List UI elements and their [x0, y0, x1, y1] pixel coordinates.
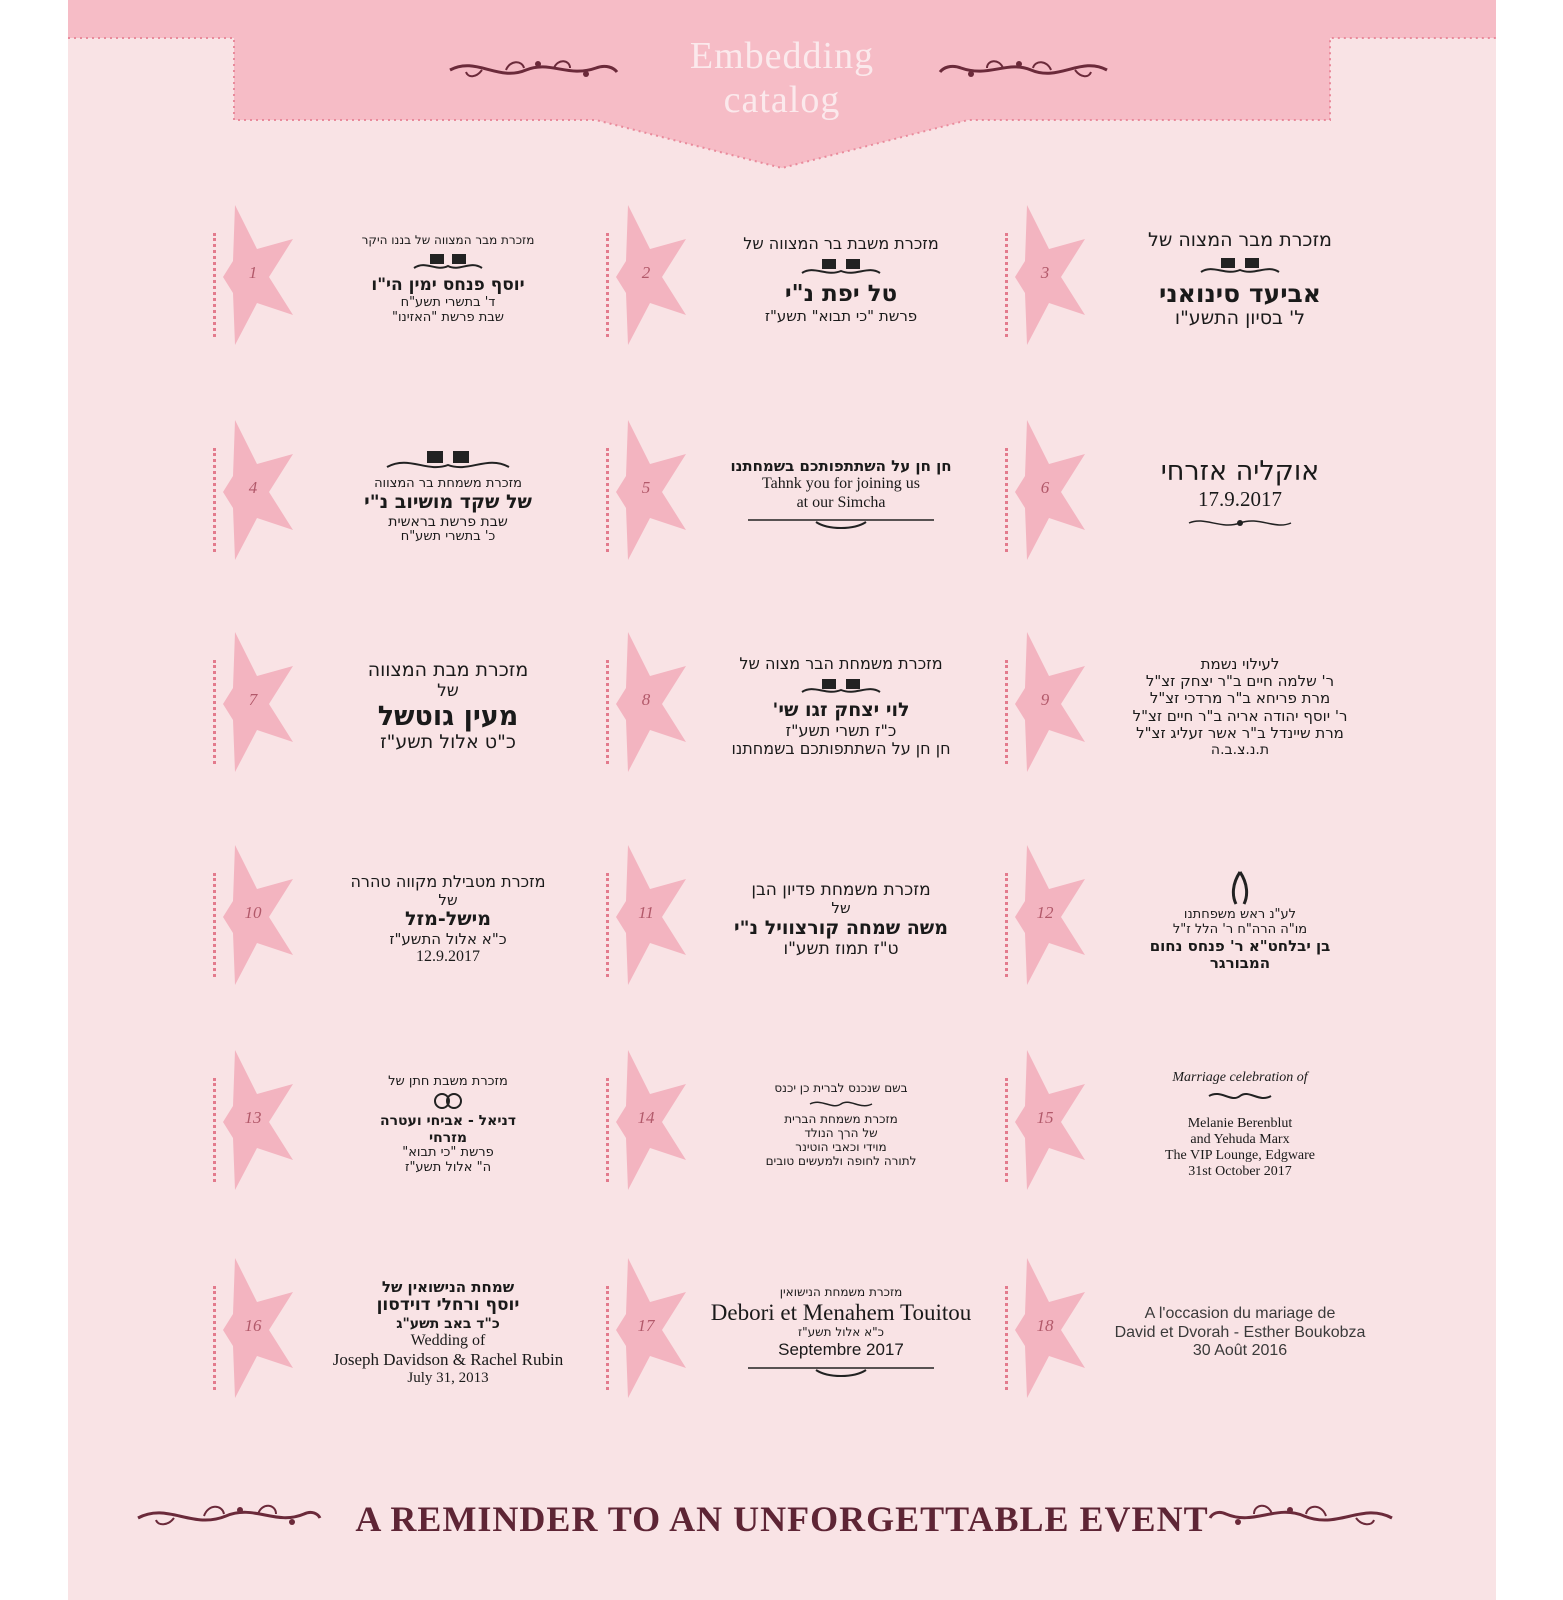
design-card — [606, 1258, 1006, 1408]
design-line: Joseph Davidson & Rachel Rubin — [332, 1350, 564, 1370]
design-line: כ' בתשרי תשע"ח — [400, 528, 496, 544]
design-line: ר' שלמה חיים ב"ר יצחק זצ"ל — [1145, 672, 1335, 691]
dotted-divider — [1005, 1078, 1008, 1182]
design-card — [213, 632, 613, 782]
design-number: 2 — [641, 263, 651, 282]
candle-flame-icon — [1228, 870, 1252, 906]
design-line: מוידי וכאבי הוטינר — [795, 1139, 887, 1154]
design-line: כ"א אלול התשע"ז — [389, 929, 507, 948]
design-line: 17.9.2017 — [1198, 487, 1282, 512]
design-line: אוקליה אזרחי — [1160, 456, 1320, 488]
design-line: פרשת "כי תבוא" — [402, 1144, 494, 1160]
design-line: פרשת "כי תבוא" תשע"ז — [764, 306, 918, 325]
design-card — [213, 1050, 613, 1200]
dotted-divider — [1005, 873, 1008, 977]
design-line: כ"ד באב תשע"ג — [396, 1315, 500, 1332]
design-line: Melanie Berenblut — [1187, 1115, 1293, 1131]
catalog-title-line2: catalog — [723, 79, 841, 121]
design-line: בשם שנכנס לברית כן יכנס — [774, 1080, 908, 1095]
design-card — [1005, 1050, 1405, 1200]
design-line: מזכרת מטבילת מקווה טהרה — [350, 872, 546, 892]
design-line: לע"נ ראש משפחתנו — [1183, 906, 1297, 922]
design-line: 12.9.2017 — [416, 948, 480, 966]
design-number: 18 — [1036, 1316, 1054, 1335]
design-line: מזכרת מבת המצווה — [367, 658, 529, 681]
divider-flourish-icon — [746, 1362, 936, 1378]
left-footer-flourish-icon — [134, 1496, 324, 1536]
design-line: David et Dvorah - Esther Boukobza — [1114, 1323, 1366, 1341]
divider-flourish-icon — [1185, 514, 1295, 532]
design-line: של — [437, 680, 459, 701]
design-line: המבורגר — [1209, 953, 1271, 972]
design-number: 10 — [244, 903, 262, 922]
design-card — [606, 420, 1006, 570]
design-card — [213, 420, 613, 570]
design-number: 3 — [1040, 263, 1050, 282]
design-number: 7 — [248, 690, 258, 709]
dotted-divider — [213, 660, 216, 764]
design-line: מרת שיינדל ב"ר אשר זעליג זצ"ל — [1136, 723, 1344, 742]
design-line: and Yehuda Marx — [1190, 1131, 1290, 1147]
design-number: 6 — [1040, 478, 1050, 497]
design-line: מזכרת משמחת פדיון הבן — [751, 879, 931, 900]
design-number: 9 — [1040, 690, 1050, 709]
design-line: משה שמחה קורצוויל נ"י — [734, 916, 948, 939]
design-line: שמחת הנישואין של — [381, 1277, 515, 1296]
hats-icon — [796, 255, 886, 279]
dotted-divider — [213, 1078, 216, 1182]
design-line: A l'occasion du mariage de — [1144, 1305, 1336, 1323]
right-footer-flourish-icon — [1206, 1496, 1396, 1536]
design-line: לוי יצחק זגו שי' — [772, 698, 910, 721]
design-line: Tahnk you for joining us — [762, 475, 920, 493]
design-line: כ"ז תשרי תשע"ז — [785, 720, 897, 740]
design-number: 12 — [1036, 903, 1054, 922]
design-number: 14 — [637, 1108, 655, 1127]
design-line: יוסף פנחס ימין הי"ו — [371, 275, 525, 296]
design-number: 4 — [248, 478, 258, 497]
design-line: ל' בסיון התשע"ו — [1174, 307, 1306, 330]
design-card — [1005, 1258, 1405, 1408]
design-line: של שקד מושיוב נ"י — [364, 491, 532, 514]
dotted-divider — [1005, 233, 1008, 337]
design-line: בן יבלחט"א ר' פנחס נחום — [1149, 936, 1331, 955]
design-card — [1005, 632, 1405, 782]
design-line: מזכרת משמחת בר המצווה — [374, 476, 522, 492]
dotted-divider — [213, 873, 216, 977]
design-card — [606, 1050, 1006, 1200]
design-number: 17 — [637, 1316, 655, 1335]
design-line: מזכרת מבר המצווה של בננו היקר — [361, 233, 535, 248]
hats-icon — [796, 676, 886, 698]
design-number: 13 — [244, 1108, 262, 1127]
dotted-divider — [213, 448, 216, 552]
design-number: 15 — [1036, 1108, 1054, 1127]
design-card — [1005, 845, 1405, 995]
hats-icon — [408, 250, 488, 274]
designs-grid — [68, 0, 1496, 1600]
design-line: ט"ז תמוז תשע"ו — [783, 938, 899, 959]
design-card — [606, 845, 1006, 995]
design-line: ת.נ.צ.ב.ה — [1210, 742, 1270, 759]
dotted-divider — [606, 448, 609, 552]
design-line: מזכרת משמחת הברית — [784, 1112, 898, 1127]
design-line: Marriage celebration of — [1172, 1069, 1308, 1085]
design-number: 8 — [641, 690, 651, 709]
design-card — [606, 205, 1006, 355]
design-line: at our Simcha — [796, 493, 886, 511]
footer — [68, 1488, 1496, 1548]
design-card — [1005, 420, 1405, 570]
design-card — [606, 632, 1006, 782]
design-line: שבת פרשת "האזינו" — [391, 309, 505, 325]
design-line: ר' יוסף יהודה אריה ב"ר חיים זצ"ל — [1132, 706, 1348, 725]
design-line: July 31, 2013 — [407, 1369, 489, 1386]
design-line: 31st October 2017 — [1188, 1164, 1292, 1180]
design-line: Debori et Menahem Touitou — [710, 1300, 972, 1325]
dotted-divider — [213, 1286, 216, 1390]
design-line: מזרחי — [429, 1129, 467, 1146]
dotted-divider — [606, 1286, 609, 1390]
dotted-divider — [1005, 448, 1008, 552]
design-line: לתורה לחופה ולמעשים טובים — [765, 1153, 917, 1168]
design-line: דניאל - אביחי ועטרה — [379, 1113, 517, 1130]
hats-icon — [1195, 254, 1285, 278]
design-line: טל יפת נ"י — [784, 281, 898, 308]
dotted-divider — [606, 873, 609, 977]
design-line: יוסף ורחלי דוידסון — [376, 1295, 520, 1316]
design-line: מזכרת משמחת הבר מצוה של — [739, 654, 943, 674]
design-number: 1 — [248, 263, 258, 282]
divider-flourish-icon — [1205, 1088, 1275, 1104]
dotted-divider — [1005, 660, 1008, 764]
design-card — [1005, 205, 1405, 355]
divider-flourish-icon — [746, 514, 936, 530]
design-line: מזכרת מבר המצוה של — [1148, 228, 1332, 251]
design-line: Wedding of — [410, 1331, 486, 1349]
design-line: מזכרת משמחת הנישואין — [779, 1285, 903, 1300]
design-line: The VIP Lounge, Edgware — [1164, 1148, 1316, 1164]
design-line: מעין גוטשל — [377, 701, 519, 733]
design-line: ה" אלול תשע"ז — [404, 1159, 492, 1175]
rings-icon — [423, 1091, 473, 1111]
design-line: Septembre 2017 — [778, 1340, 904, 1360]
design-line: כ"א אלול תשע"ז — [797, 1325, 885, 1340]
footer-tagline: A REMINDER TO AN UNFORGETTABLE EVENT — [355, 1499, 1209, 1539]
dotted-divider — [213, 233, 216, 337]
design-number: 16 — [244, 1316, 262, 1335]
design-line: מרת פריחא ב"ר מרדכי זצ"ל — [1149, 689, 1331, 708]
dotted-divider — [606, 660, 609, 764]
catalog-page — [68, 0, 1496, 1600]
design-line: חן חן על השתתפותכם בשמחתנו — [730, 456, 952, 475]
design-line: 30 Août 2016 — [1192, 1342, 1288, 1360]
design-line: של הרך הנולד — [804, 1126, 878, 1141]
design-line: לעילוי נשמת — [1200, 654, 1280, 673]
design-card — [213, 205, 613, 355]
design-line: מזכרת משבת חתן של — [388, 1073, 508, 1089]
design-line: שבת פרשת בראשית — [388, 513, 508, 530]
dotted-divider — [1005, 1286, 1008, 1390]
design-card — [213, 1258, 613, 1408]
design-line: מו"ה הרה"ח ר' הלל ז"ל — [1172, 921, 1308, 937]
dotted-divider — [606, 233, 609, 337]
design-line: ד' בתשרי תשע"ח — [400, 294, 496, 310]
design-line: מזכרת משבת בר המצווה של — [743, 233, 939, 253]
design-line: של — [438, 890, 458, 909]
dotted-divider — [606, 1078, 609, 1182]
design-number: 11 — [638, 903, 654, 922]
design-number: 5 — [641, 478, 651, 497]
design-card — [213, 845, 613, 995]
divider-flourish-icon — [806, 1097, 876, 1111]
design-line: של — [831, 899, 851, 918]
design-line: אביעד סינואני — [1158, 278, 1321, 308]
catalog-title-line1: Embedding — [689, 35, 875, 77]
design-line: כ"ט אלול תשע"ז — [380, 731, 516, 754]
design-line: מישל-מזל — [405, 908, 491, 931]
design-line: חן חן על השתתפותכם בשמחתנו — [731, 739, 951, 759]
hats-icon — [383, 447, 513, 475]
